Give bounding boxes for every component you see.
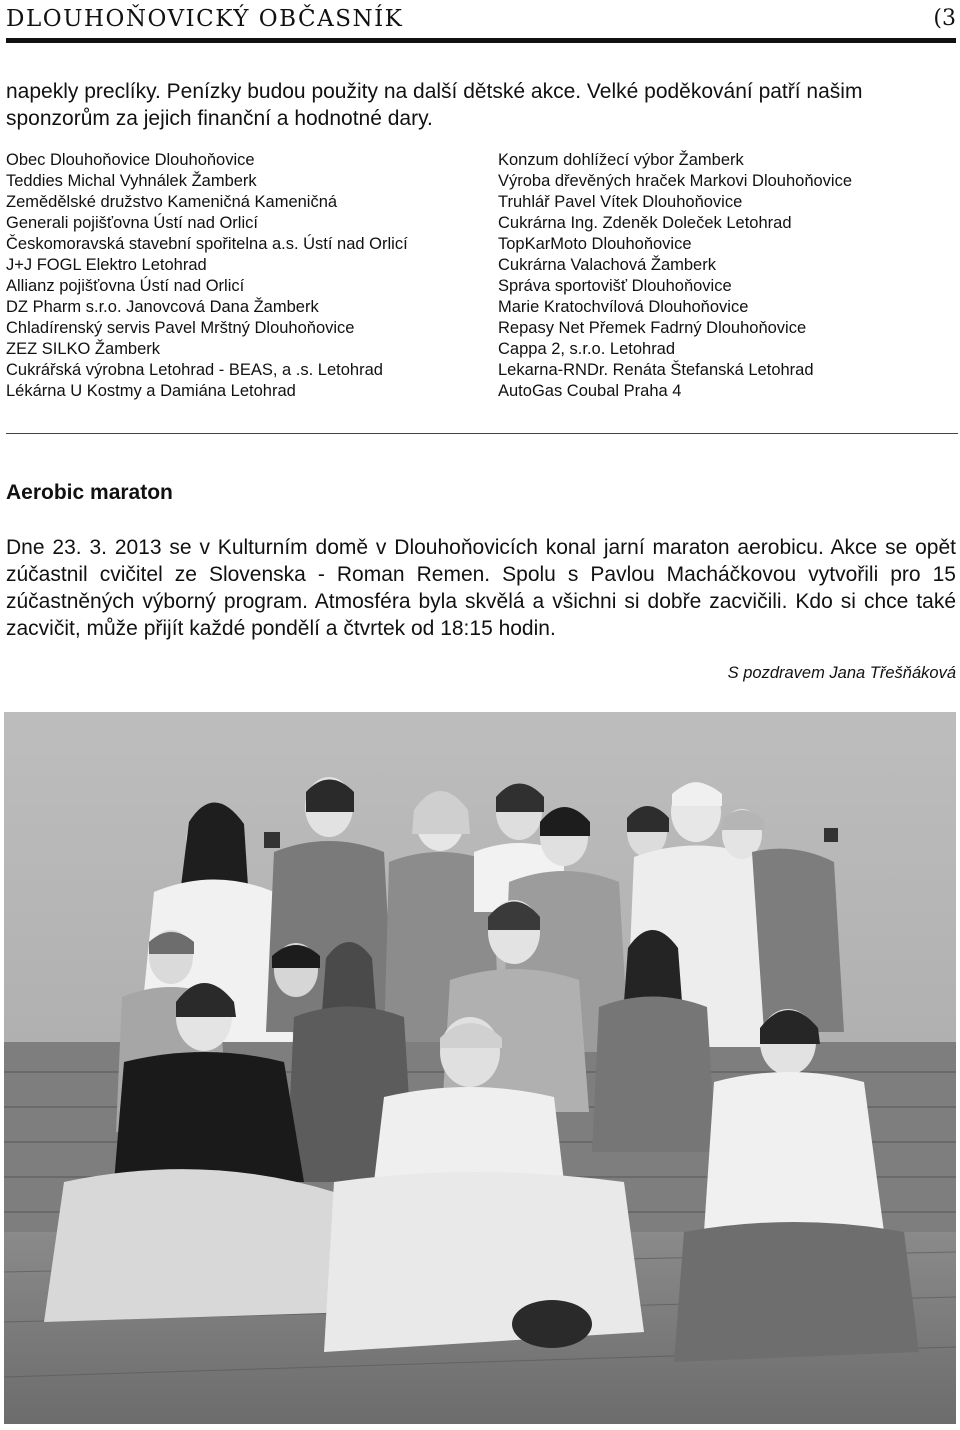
sponsor-item: TopKarMoto Dlouhoňovice xyxy=(498,235,692,253)
sponsor-item: Chladírenský servis Pavel Mrštný Dlouhoňovice xyxy=(6,319,355,337)
sponsor-item: Lekarna-RNDr. Renáta Štefanská Letohrad xyxy=(498,361,814,379)
wall-socket xyxy=(264,832,280,848)
sponsor-item: Cukrárna Valachová Žamberk xyxy=(498,256,716,274)
sponsor-item: Generali pojišťovna Ústí nad Orlicí xyxy=(6,214,258,232)
page-number: (3 xyxy=(933,6,956,31)
sponsor-item: Truhlář Pavel Vítek Dlouhoňovice xyxy=(498,193,743,211)
article-body: Dne 23. 3. 2013 se v Kulturním domě v Dlouhoňovicích konal jarní maraton aerobicu. Akce se opět zúčastnil cvičitel ze Slovenska - Roman Remen. Spolu s Pavlou Macháčkovou vytvořili pro 15 zúčastněných výborný program. Atmosféra byla skvělá a všichni si dobře zacvičili. Kdo si chce také zacvičit, může přijít každé pondělí a čtvrtek od 18:15 hodin. xyxy=(6,536,956,640)
sponsor-item: Allianz pojišťovna Ústí nad Orlicí xyxy=(6,277,245,295)
sponsor-item: Správa sportovišť Dlouhoňovice xyxy=(498,277,732,295)
sponsor-item: Cappa 2, s.r.o. Letohrad xyxy=(498,340,676,358)
article-signature: S pozdravem Jana Třešňáková xyxy=(727,664,956,682)
sponsor-item: DZ Pharm s.r.o. Janovcová Dana Žamberk xyxy=(6,298,319,316)
sponsor-item: J+J FOGL Elektro Letohrad xyxy=(6,256,207,274)
masthead xyxy=(6,2,956,36)
wall-socket xyxy=(824,828,838,842)
sponsor-item: Cukrářská výrobna Letohrad - BEAS, a .s. Letohrad xyxy=(6,361,383,379)
group-photo xyxy=(4,712,956,1424)
header-divider xyxy=(6,38,956,43)
sponsor-item: Výroba dřevěných hraček Markovi Dlouhoňovice xyxy=(498,172,853,190)
intro-paragraph: napekly preclíky. Penízky budou použity na další dětské akce. Velké poděkování patří našim sponzorům za jejich finanční a hodnotné dary. xyxy=(6,80,863,130)
section-divider xyxy=(6,433,958,434)
sponsor-item: Zemědělské družstvo Kameničná Kameničná xyxy=(6,193,338,211)
sponsor-item: Repasy Net Přemek Fadrný Dlouhoňovice xyxy=(498,319,807,337)
sponsor-item: AutoGas Coubal Praha 4 xyxy=(498,382,682,400)
sponsor-item: Cukrárna Ing. Zdeněk Doleček Letohrad xyxy=(498,214,792,232)
sponsor-item: Českomoravská stavební spořitelna a.s. Ústí nad Orlicí xyxy=(6,235,408,253)
article-heading: Aerobic maraton xyxy=(6,481,173,504)
sponsor-item: Lékárna U Kostmy a Damiána Letohrad xyxy=(6,382,296,400)
newsletter-title: DLOUHOŇOVICKÝ OBČASNÍK xyxy=(6,6,404,32)
sponsor-item: Konzum dohlížecí výbor Žamberk xyxy=(498,151,744,169)
sponsor-item: ZEZ SILKO Žamberk xyxy=(6,340,161,358)
sponsor-item: Marie Kratochvílová Dlouhoňovice xyxy=(498,298,749,316)
sponsor-item: Obec Dlouhoňovice Dlouhoňovice xyxy=(6,151,255,169)
sponsor-list-right xyxy=(498,150,958,402)
group-photo-illustration xyxy=(4,712,956,1424)
sponsor-list-left xyxy=(6,150,486,402)
sponsor-item: Teddies Michal Vyhnálek Žamberk xyxy=(6,172,257,190)
